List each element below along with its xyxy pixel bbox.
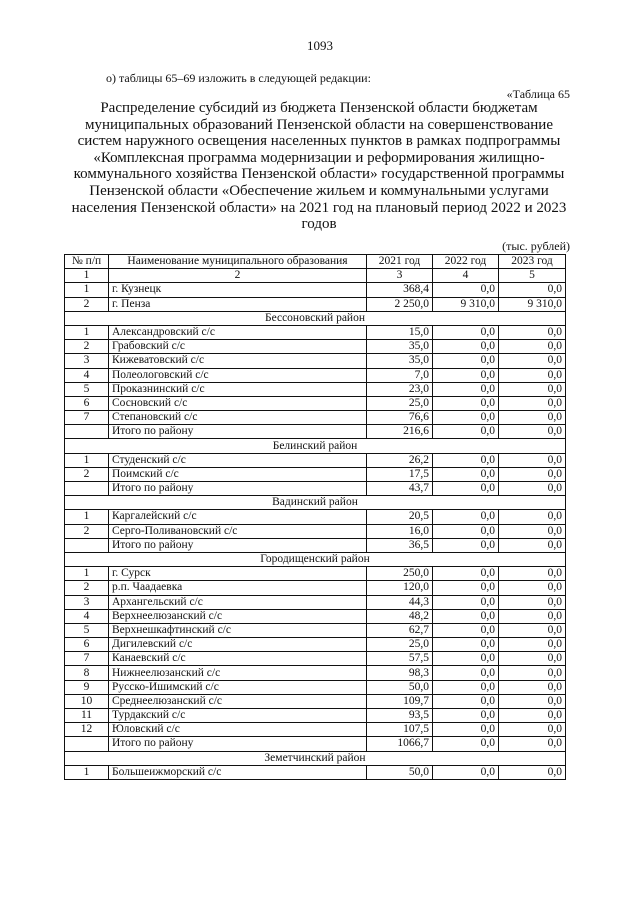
row-name: Итого по району	[109, 737, 367, 751]
table-row	[65, 666, 566, 680]
row-value-2022: 0,0	[433, 680, 499, 694]
row-value-2022: 0,0	[433, 723, 499, 737]
row-value-2021: 35,0	[367, 354, 433, 368]
row-name: Серго-Поливановский с/с	[109, 524, 367, 538]
row-value-2023: 0,0	[499, 737, 566, 751]
table-row	[65, 283, 566, 297]
row-number: 1	[65, 453, 109, 467]
row-value-2023: 0,0	[499, 623, 566, 637]
table-row	[65, 723, 566, 737]
section-row	[65, 311, 566, 325]
row-name: Среднеелюзанский с/с	[109, 694, 367, 708]
row-value-2022: 0,0	[433, 368, 499, 382]
row-value-2022: 0,0	[433, 325, 499, 339]
row-value-2021: 2 250,0	[367, 297, 433, 311]
row-value-2023: 0,0	[499, 765, 566, 779]
row-value-2021: 15,0	[367, 325, 433, 339]
row-value-2023: 0,0	[499, 595, 566, 609]
row-name: Кижеватовский с/с	[109, 354, 367, 368]
row-value-2022: 0,0	[433, 737, 499, 751]
row-name: Дигилевский с/с	[109, 638, 367, 652]
row-value-2023: 0,0	[499, 425, 566, 439]
row-name: Канаевский с/с	[109, 652, 367, 666]
table-row	[65, 524, 566, 538]
row-value-2023: 0,0	[499, 638, 566, 652]
table-row	[65, 609, 566, 623]
col-number-1: 1	[65, 269, 109, 283]
row-value-2022: 0,0	[433, 411, 499, 425]
row-value-2023: 0,0	[499, 382, 566, 396]
section-row	[65, 496, 566, 510]
row-value-2023: 0,0	[499, 694, 566, 708]
table-row	[65, 680, 566, 694]
col-number-4: 4	[433, 269, 499, 283]
row-name: г. Кузнецк	[109, 283, 367, 297]
row-value-2021: 93,5	[367, 709, 433, 723]
row-value-2021: 35,0	[367, 340, 433, 354]
row-name: г. Сурск	[109, 567, 367, 581]
row-value-2022: 0,0	[433, 467, 499, 481]
row-value-2021: 25,0	[367, 396, 433, 410]
row-number: 1	[65, 567, 109, 581]
row-value-2023: 0,0	[499, 567, 566, 581]
row-name: Большеижморский с/с	[109, 765, 367, 779]
document-title: Распределение субсидий из бюджета Пензенской области бюджетам муниципальных образований Пензенской области на совершенствование систем наружного освещения населенных пунктов в рамках подпрограммы «Комплексная программа модернизации и реформирования жилищно-коммунального хозяйства Пензенской области» государственной программы Пензенской области «Обеспечение жильем и коммунальными услугами населения Пензенской области» на 2021 год на плановый период 2022 и 2023 годов	[71, 100, 567, 233]
row-value-2023: 0,0	[499, 680, 566, 694]
row-value-2023: 0,0	[499, 482, 566, 496]
row-name: Степановский с/с	[109, 411, 367, 425]
col-number-2: 2	[109, 269, 367, 283]
row-value-2022: 9 310,0	[433, 297, 499, 311]
row-number: 11	[65, 709, 109, 723]
row-value-2021: 20,5	[367, 510, 433, 524]
table-row	[65, 368, 566, 382]
row-value-2023: 0,0	[499, 652, 566, 666]
col-number-3: 3	[367, 269, 433, 283]
section-title: Белинский район	[65, 439, 566, 453]
row-value-2021: 57,5	[367, 652, 433, 666]
row-value-2021: 216,6	[367, 425, 433, 439]
row-name: Каргалейский с/с	[109, 510, 367, 524]
row-name: г. Пенза	[109, 297, 367, 311]
row-number: 1	[65, 510, 109, 524]
row-name: Итого по району	[109, 538, 367, 552]
units-label: (тыс. рублей)	[502, 239, 570, 253]
row-value-2021: 48,2	[367, 609, 433, 623]
table-row	[65, 765, 566, 779]
row-value-2022: 0,0	[433, 581, 499, 595]
row-name: Турдакский с/с	[109, 709, 367, 723]
table-row	[65, 623, 566, 637]
row-value-2021: 98,3	[367, 666, 433, 680]
row-number: 2	[65, 340, 109, 354]
row-number: 1	[65, 325, 109, 339]
table-row	[65, 595, 566, 609]
row-value-2023: 0,0	[499, 340, 566, 354]
row-value-2022: 0,0	[433, 453, 499, 467]
row-value-2023: 0,0	[499, 538, 566, 552]
row-number: 6	[65, 396, 109, 410]
row-value-2023: 0,0	[499, 453, 566, 467]
row-value-2021: 50,0	[367, 680, 433, 694]
row-value-2022: 0,0	[433, 638, 499, 652]
row-value-2021: 25,0	[367, 638, 433, 652]
row-number: 10	[65, 694, 109, 708]
table-row	[65, 354, 566, 368]
row-value-2021: 120,0	[367, 581, 433, 595]
table-row	[65, 467, 566, 481]
table-row	[65, 325, 566, 339]
row-value-2022: 0,0	[433, 510, 499, 524]
intro-text: о) таблицы 65–69 изложить в следующей редакции:	[106, 71, 371, 85]
table-row	[65, 340, 566, 354]
row-value-2022: 0,0	[433, 354, 499, 368]
row-number: 7	[65, 652, 109, 666]
row-name: Итого по району	[109, 482, 367, 496]
section-title: Земетчинский район	[65, 751, 566, 765]
row-name: Верхнеелюзанский с/с	[109, 609, 367, 623]
row-number: 2	[65, 297, 109, 311]
row-name: Александровский с/с	[109, 325, 367, 339]
row-number: 8	[65, 666, 109, 680]
row-value-2023: 0,0	[499, 510, 566, 524]
row-value-2022: 0,0	[433, 609, 499, 623]
table-row	[65, 425, 566, 439]
row-number: 6	[65, 638, 109, 652]
row-name: Поимский с/с	[109, 467, 367, 481]
row-value-2021: 250,0	[367, 567, 433, 581]
row-number: 4	[65, 368, 109, 382]
row-value-2022: 0,0	[433, 666, 499, 680]
row-name: Итого по району	[109, 425, 367, 439]
header-2021: 2021 год	[367, 255, 433, 269]
row-value-2022: 0,0	[433, 538, 499, 552]
row-value-2022: 0,0	[433, 482, 499, 496]
header-name: Наименование муниципального образования	[109, 255, 367, 269]
row-value-2022: 0,0	[433, 283, 499, 297]
row-value-2022: 0,0	[433, 595, 499, 609]
row-number: 9	[65, 680, 109, 694]
page-number: 1093	[307, 38, 333, 53]
subsidy-table	[64, 254, 566, 780]
row-value-2022: 0,0	[433, 396, 499, 410]
row-value-2023: 0,0	[499, 709, 566, 723]
row-value-2021: 23,0	[367, 382, 433, 396]
row-value-2021: 1066,7	[367, 737, 433, 751]
row-value-2021: 17,5	[367, 467, 433, 481]
row-value-2023: 0,0	[499, 581, 566, 595]
table-row	[65, 581, 566, 595]
header-2022: 2022 год	[433, 255, 499, 269]
row-name: р.п. Чаадаевка	[109, 581, 367, 595]
row-value-2021: 62,7	[367, 623, 433, 637]
row-value-2022: 0,0	[433, 567, 499, 581]
header-number: № п/п	[65, 255, 109, 269]
row-value-2023: 0,0	[499, 283, 566, 297]
row-name: Юловский с/с	[109, 723, 367, 737]
section-row	[65, 751, 566, 765]
row-name: Проказнинский с/с	[109, 382, 367, 396]
row-number: 3	[65, 354, 109, 368]
table-label: «Таблица 65	[506, 87, 570, 101]
row-number: 2	[65, 581, 109, 595]
row-value-2022: 0,0	[433, 694, 499, 708]
row-name: Полеологовский с/с	[109, 368, 367, 382]
row-value-2023: 0,0	[499, 666, 566, 680]
row-name: Сосновский с/с	[109, 396, 367, 410]
section-title: Бессоновский район	[65, 311, 566, 325]
row-value-2023: 0,0	[499, 609, 566, 623]
table-row	[65, 567, 566, 581]
row-number	[65, 538, 109, 552]
row-number: 3	[65, 595, 109, 609]
header-2023: 2023 год	[499, 255, 566, 269]
row-number	[65, 425, 109, 439]
table-row	[65, 510, 566, 524]
row-number: 12	[65, 723, 109, 737]
row-name: Студенский с/с	[109, 453, 367, 467]
row-value-2021: 109,7	[367, 694, 433, 708]
table-row	[65, 297, 566, 311]
table-row	[65, 694, 566, 708]
row-number: 2	[65, 524, 109, 538]
row-value-2023: 0,0	[499, 411, 566, 425]
row-number: 1	[65, 765, 109, 779]
row-name: Верхнешкафтинский с/с	[109, 623, 367, 637]
row-value-2021: 43,7	[367, 482, 433, 496]
row-name: Нижнеелюзанский с/с	[109, 666, 367, 680]
row-value-2023: 9 310,0	[499, 297, 566, 311]
row-value-2023: 0,0	[499, 325, 566, 339]
row-value-2022: 0,0	[433, 765, 499, 779]
row-value-2022: 0,0	[433, 340, 499, 354]
row-value-2021: 26,2	[367, 453, 433, 467]
row-name: Грабовский с/с	[109, 340, 367, 354]
table-row	[65, 411, 566, 425]
col-number-5: 5	[499, 269, 566, 283]
table-row	[65, 709, 566, 723]
row-value-2023: 0,0	[499, 467, 566, 481]
row-value-2021: 368,4	[367, 283, 433, 297]
row-value-2021: 36,5	[367, 538, 433, 552]
row-value-2021: 76,6	[367, 411, 433, 425]
row-value-2023: 0,0	[499, 354, 566, 368]
section-title: Вадинский район	[65, 496, 566, 510]
section-title: Городищенский район	[65, 552, 566, 566]
table-row	[65, 638, 566, 652]
section-row	[65, 439, 566, 453]
row-value-2021: 50,0	[367, 765, 433, 779]
row-number: 4	[65, 609, 109, 623]
row-value-2023: 0,0	[499, 368, 566, 382]
row-value-2022: 0,0	[433, 652, 499, 666]
table-row	[65, 737, 566, 751]
table-row	[65, 396, 566, 410]
table-header-row	[65, 255, 566, 269]
row-number: 5	[65, 623, 109, 637]
row-value-2021: 107,5	[367, 723, 433, 737]
row-number: 7	[65, 411, 109, 425]
row-number	[65, 482, 109, 496]
row-value-2021: 7,0	[367, 368, 433, 382]
row-value-2022: 0,0	[433, 382, 499, 396]
row-number: 1	[65, 283, 109, 297]
row-number: 2	[65, 467, 109, 481]
table-row	[65, 538, 566, 552]
row-value-2022: 0,0	[433, 623, 499, 637]
row-value-2022: 0,0	[433, 524, 499, 538]
row-value-2022: 0,0	[433, 425, 499, 439]
row-name: Русско-Ишимский с/с	[109, 680, 367, 694]
table-row	[65, 453, 566, 467]
row-value-2023: 0,0	[499, 396, 566, 410]
row-number	[65, 737, 109, 751]
section-row	[65, 552, 566, 566]
table-row	[65, 482, 566, 496]
table-row	[65, 382, 566, 396]
row-name: Архангельский с/с	[109, 595, 367, 609]
row-number: 5	[65, 382, 109, 396]
row-value-2021: 16,0	[367, 524, 433, 538]
row-value-2022: 0,0	[433, 709, 499, 723]
column-number-row	[65, 269, 566, 283]
row-value-2023: 0,0	[499, 723, 566, 737]
row-value-2023: 0,0	[499, 524, 566, 538]
row-value-2021: 44,3	[367, 595, 433, 609]
table-row	[65, 652, 566, 666]
